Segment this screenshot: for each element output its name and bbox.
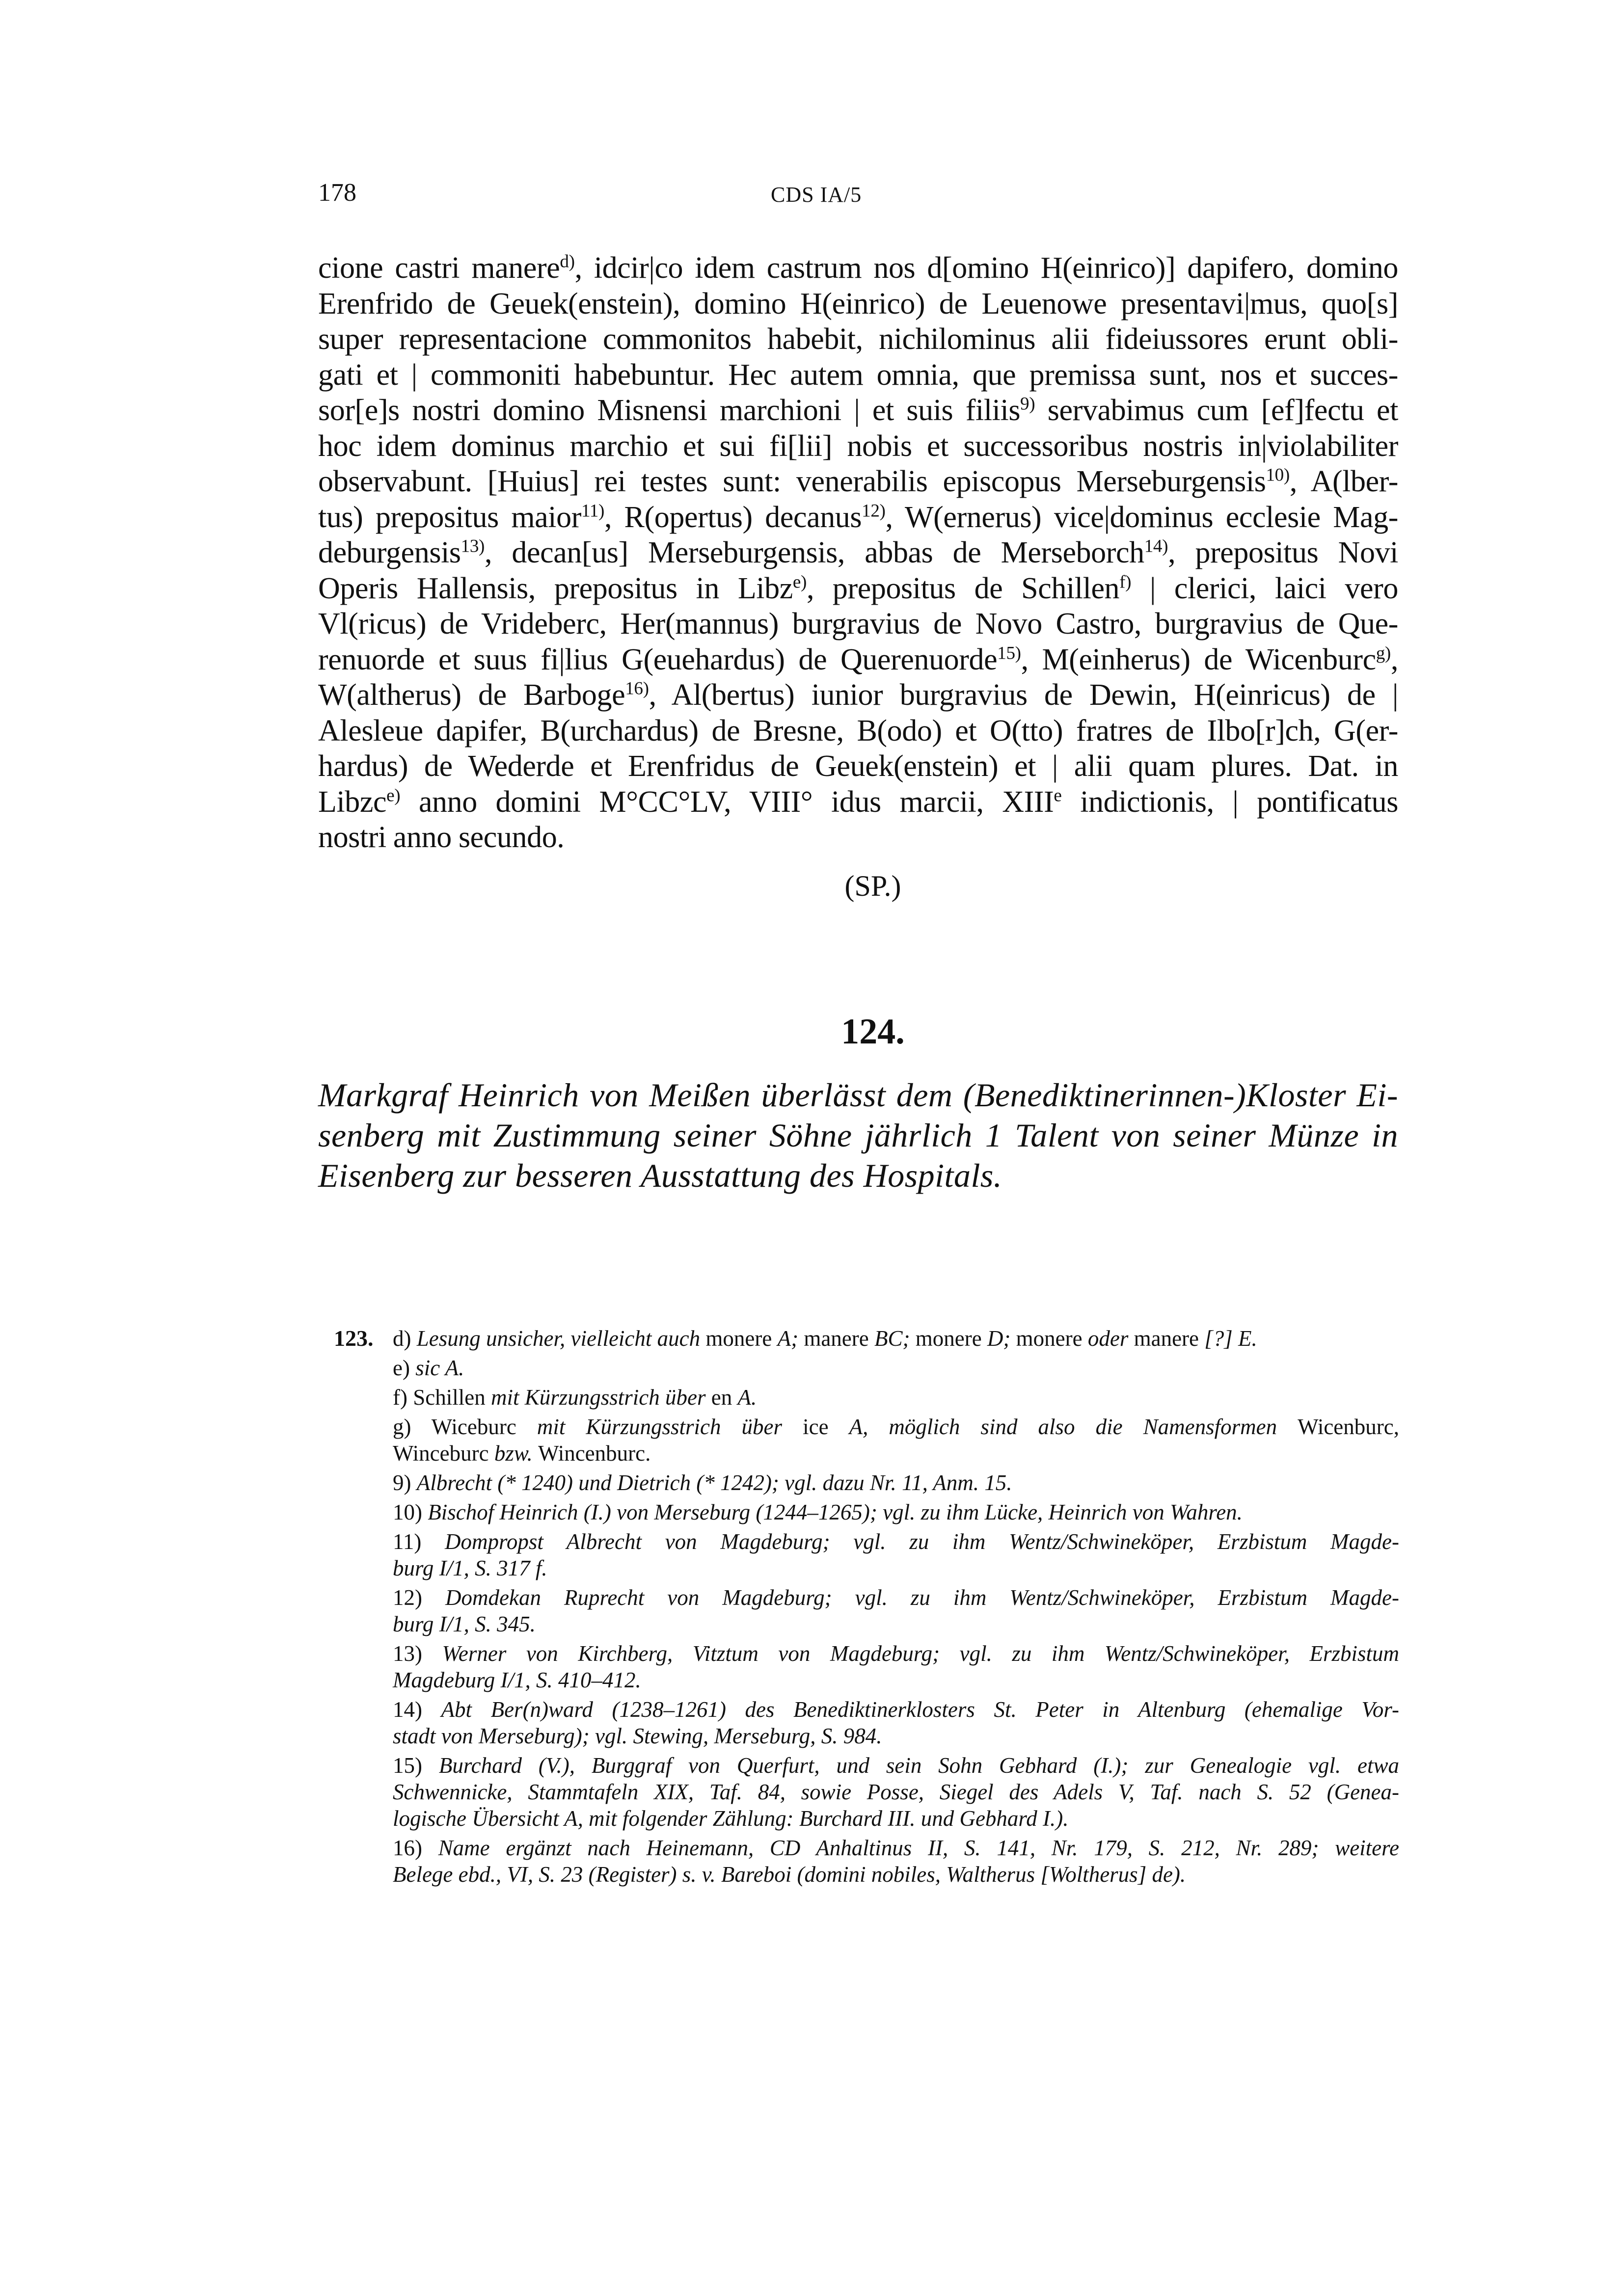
footnote-11: 11) Dompropst Albrecht von Magdeburg; vgl. zu ihm Wentz/Schwineköper, Erzbistum Magde- burg I/1, S. 317 f. — [393, 1529, 1399, 1580]
text-line: tus) prepositus maior$^{11)}$, R(opertus) decanus$^{12)}$, W(ernerus) vice|dominus ecclesie Mag- — [318, 500, 1398, 534]
regest — [318, 1075, 1398, 1196]
text-line: super representacione commonitos habebit, nichilominus alii fideiussores erunt obli- — [318, 322, 1398, 356]
footnote-10: 10) Bischof Heinrich (I.) von Merseburg (1244–1265); vgl. zu ihm Lücke, Heinrich von Wahren. — [393, 1500, 1243, 1524]
page-header — [0, 176, 1624, 210]
running-head: CDS IA/5 — [771, 183, 862, 207]
footnote-9: 9) Albrecht (* 1240) und Dietrich (* 1242); vgl. dazu Nr. 11, Anm. 15. — [393, 1470, 1012, 1495]
text-line: nostri anno secundo. — [318, 821, 565, 854]
footnote-f: f) Schillen mit Kürzungsstrich über en A. — [393, 1385, 757, 1410]
footnote-d: d) Lesung unsicher, vielleicht auch monere A; manere BC; monere D; monere oder manere [?] E. — [393, 1326, 1257, 1351]
page-number: 178 — [318, 179, 356, 207]
footnote-13: 13) Werner von Kirchberg, Vitztum von Magdeburg; vgl. zu ihm Wentz/Schwineköper, Erzbistum Magdeburg I/1, S. 410–412. — [393, 1641, 1399, 1692]
document-number: 124. — [841, 1012, 905, 1052]
text-line: Vl(ricus) de Vrideberc, Her(mannus) burgravius de Novo Castro, burgravius de Que- — [318, 607, 1398, 641]
footnote-e: e) sic A. — [393, 1356, 464, 1380]
footnote-list — [393, 1325, 1399, 1888]
text-line: W(altherus) de Barboge$^{16)}$, Al(bertus) iunior burgravius de Dewin, H(einricus) de | — [318, 678, 1398, 712]
footnote-12: 12) Domdekan Ruprecht von Magdeburg; vgl. zu ihm Wentz/Schwineköper, Erzbistum Magde- burg I/1, S. 345. — [393, 1585, 1399, 1636]
text-line: hoc idem dominus marchio et sui fi[lii] nobis et successoribus nostris in|violabiliter — [318, 429, 1398, 463]
main-text — [318, 250, 1398, 855]
seal-note: (SP.) — [844, 869, 901, 902]
footnote-g: g) Wiceburc mit Kürzungsstrich über ice A, möglich sind also die Namensformen Wicenburc, Winceburc bzw. Wincenburc. — [393, 1415, 1399, 1466]
regest-line: senberg mit Zustimmung seiner Söhne jährlich 1 Talent von seiner Münze in — [318, 1117, 1398, 1154]
text-line: Erenfrido de Geuek(enstein), domino H(einrico) de Leuenowe presentavi|mus, quo[s] — [318, 287, 1398, 320]
text-line: sor[e]s nostri domino Misnensi marchioni | et suis filiis$^{9)}$ servabimus cum [ef]fectu et — [318, 394, 1398, 427]
footnote-15: 15) Burchard (V.), Burggraf von Querfurt, und sein Sohn Gebhard (I.); zur Genealogie vgl. etwa Schwennicke, Stammtafeln XIX, Taf. 84, sowie Posse, Siegel des Adels V, Taf. nach S. 52 (Genea- logische Übersicht A, mit folgender Zählung: Burchard III. und Gebhard I.). — [393, 1753, 1399, 1831]
regest-line: Markgraf Heinrich von Meißen überlässt dem (Benediktinerinnen-)Kloster Ei- — [318, 1076, 1398, 1114]
text-line: hardus) de Wederde et Erenfridus de Geuek(enstein) et | alii quam plures. Dat. in — [318, 749, 1398, 783]
text-line: deburgensis$^{13)}$, decan[us] Merseburgensis, abbas de Merseborch$^{14)}$, prepositus Novi — [318, 536, 1398, 569]
text-line: renuorde et suus fi|lius G(euehardus) de Querenuorde$^{15)}$, M(einherus) de Wicenburc$^{g)}$, — [318, 642, 1398, 676]
footnote-14: 14) Abt Ber(n)ward (1238–1261) des Benediktinerklosters St. Peter in Altenburg (ehemalige Vor- stadt von Merseburg); vgl. Stewing, Merseburg, S. 984. — [393, 1697, 1399, 1748]
text-line: Libzc$^{e)}$ anno domini M°CC°LV, VIII° idus marcii, XIIIe indictionis, | pontificatus — [318, 785, 1398, 819]
text-line: Operis Hallensis, prepositus in Libz$^{e)}$, prepositus de Schillen$^{f)}$ | clerici, laici vero — [318, 571, 1398, 605]
text-line: cione castri manere$^{d)}$, idcir|co idem castrum nos d[omino H(einrico)] dapifero, domino — [318, 251, 1399, 285]
text-line: observabunt. [Huius] rei testes sunt: venerabilis episcopus Merseburgensis$^{10)}$, A(lber- — [318, 465, 1398, 498]
regest-line: Eisenberg zur besseren Ausstattung des Hospitals. — [318, 1157, 1002, 1194]
footnote-document-ref: 123. — [334, 1326, 374, 1351]
footnote-16: 16) Name ergänzt nach Heinemann, CD Anhaltinus II, S. 141, Nr. 179, S. 212, Nr. 289; weitere Belege ebd., VI, S. 23 (Register) s. v. Bareboi (domini nobiles, Waltherus [Woltherus] de). — [393, 1836, 1399, 1887]
footnotes — [334, 1325, 1399, 1891]
text-line: Alesleue dapifer, B(urchardus) de Bresne, B(odo) et O(tto) fratres de Ilbo[r]ch, G(er- — [318, 714, 1398, 748]
text-line: gati et | commoniti habebuntur. Hec autem omnia, que premissa sunt, nos et succes- — [318, 358, 1398, 392]
previous-document-text — [318, 250, 1398, 903]
